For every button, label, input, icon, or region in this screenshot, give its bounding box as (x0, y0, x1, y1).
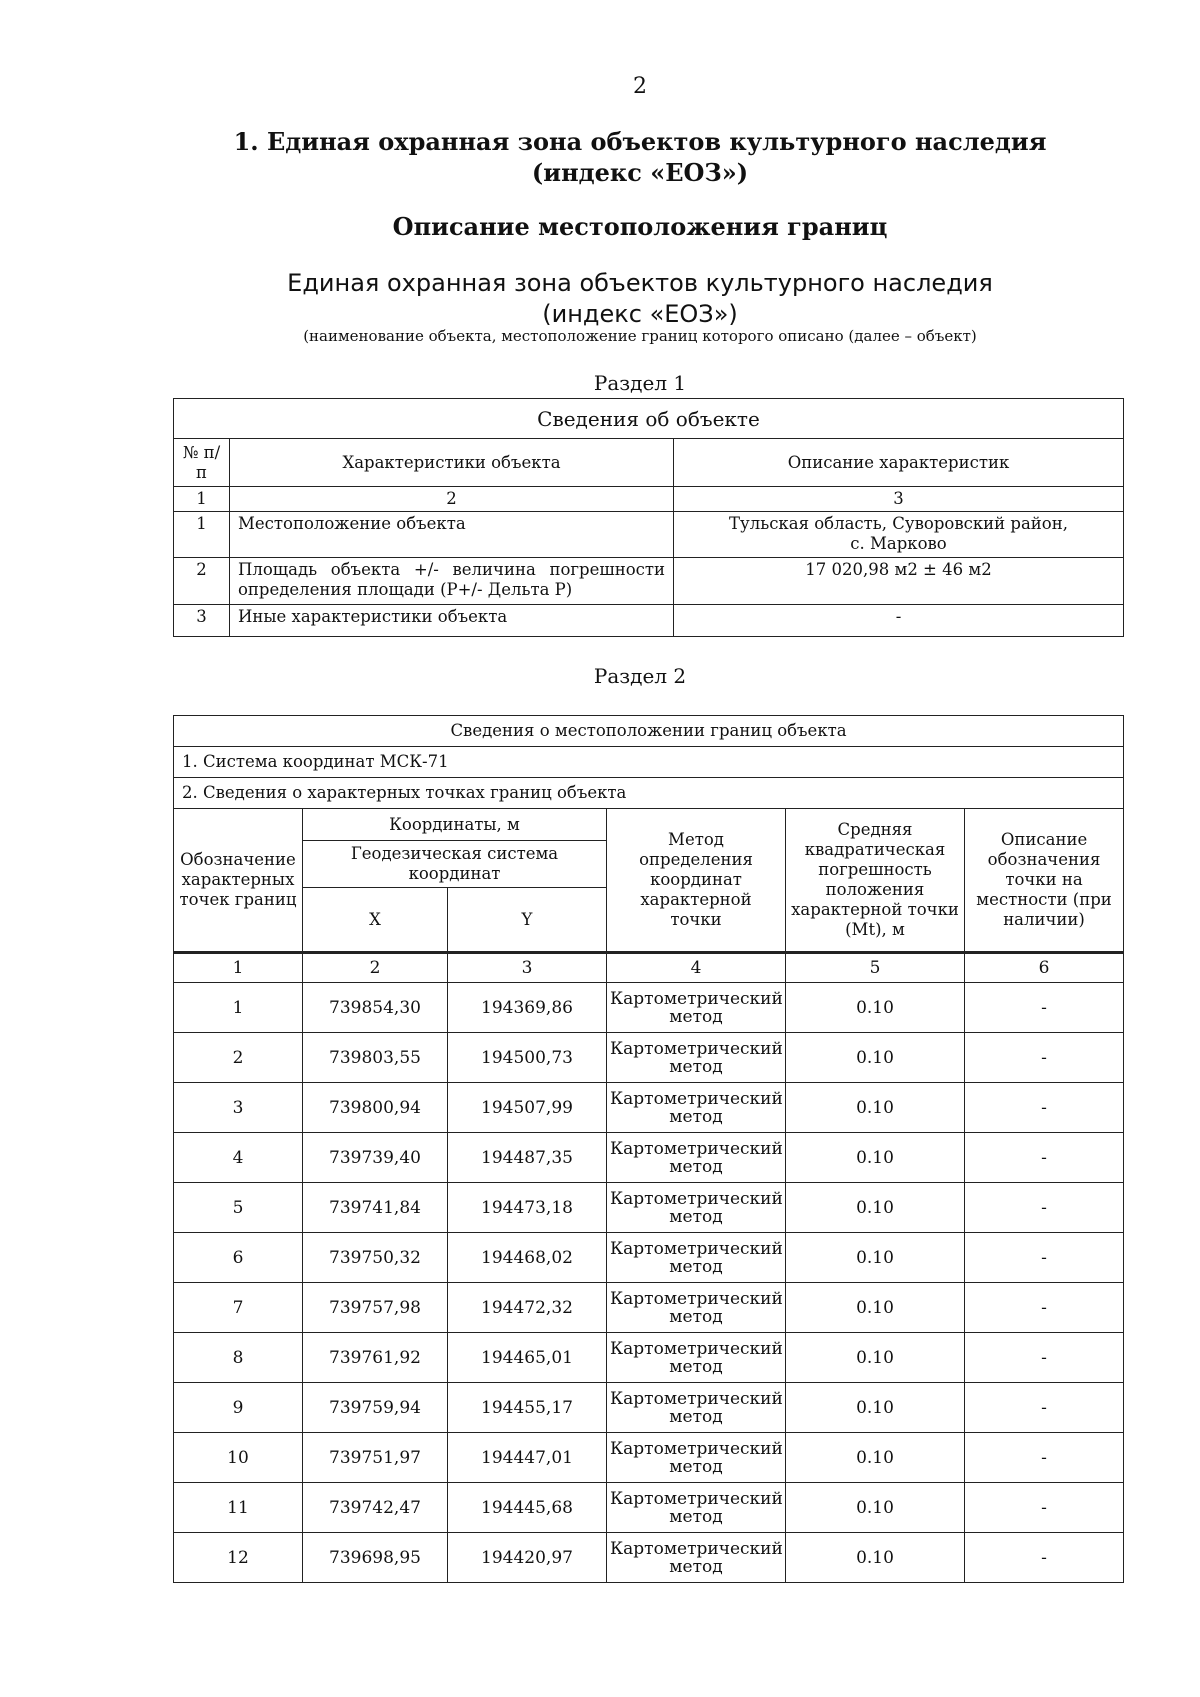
y-coordinate: 194420,97 (448, 1533, 607, 1583)
header-line: наличии) (1003, 910, 1085, 929)
method-line: метод (669, 1106, 723, 1127)
accuracy-mt: 0.10 (786, 1183, 965, 1233)
accuracy-mt: 0.10 (786, 1333, 965, 1383)
point-id: 11 (174, 1483, 303, 1533)
method (607, 1533, 786, 1583)
x-coordinate: 739739,40 (303, 1133, 448, 1183)
point-id: 4 (174, 1133, 303, 1183)
marking: - (965, 1233, 1124, 1283)
table-row (174, 1283, 1124, 1333)
table-row (174, 1533, 1124, 1583)
y-coordinate: 194473,18 (448, 1183, 607, 1233)
table-row (174, 1433, 1124, 1483)
object-name-line: (индекс «ЕОЗ») (542, 300, 738, 328)
y-coordinate: 194445,68 (448, 1483, 607, 1533)
column-number: 6 (965, 953, 1124, 983)
header-line: характерной (640, 890, 752, 909)
marking: - (965, 1533, 1124, 1583)
accuracy-mt: 0.10 (786, 1433, 965, 1483)
method-line: метод (669, 1556, 723, 1577)
x-coordinate: 739803,55 (303, 1033, 448, 1083)
header-line: координат (650, 870, 742, 889)
row-description: - (674, 605, 1124, 637)
table-row (174, 1333, 1124, 1383)
method-line: метод (669, 1006, 723, 1027)
method-line: Картометрический (610, 1288, 783, 1309)
table-row (174, 512, 1124, 558)
header-y: Y (448, 888, 607, 953)
method-line: Картометрический (610, 1238, 783, 1259)
header-line: точки на (1005, 870, 1083, 889)
method-line: Картометрический (610, 1488, 783, 1509)
method-line: Картометрический (610, 988, 783, 1009)
method (607, 1283, 786, 1333)
header-line: Обозначение (180, 850, 296, 869)
table-row (174, 983, 1124, 1033)
column-number: 5 (786, 953, 965, 983)
header-line: точки (670, 910, 722, 929)
y-coordinate: 194468,02 (448, 1233, 607, 1283)
x-coordinate: 739854,30 (303, 983, 448, 1033)
table-row (174, 558, 1124, 605)
point-id: 6 (174, 1233, 303, 1283)
method (607, 1183, 786, 1233)
marking: - (965, 1383, 1124, 1433)
method-line: метод (669, 1356, 723, 1377)
header-geodesic (303, 841, 607, 888)
column-number: 3 (448, 953, 607, 983)
point-id: 1 (174, 983, 303, 1033)
main-title-line: 1. Единая охранная зона объектов культурного наследия (233, 127, 1047, 156)
marking: - (965, 1433, 1124, 1483)
method-line: метод (669, 1256, 723, 1277)
method (607, 1133, 786, 1183)
header-line: определения (639, 850, 753, 869)
x-coordinate: 739741,84 (303, 1183, 448, 1233)
row-characteristic: Местоположение объекта (230, 512, 674, 558)
table-row (174, 1483, 1124, 1533)
header-accuracy (786, 809, 965, 953)
point-id: 5 (174, 1183, 303, 1233)
column-number: 2 (303, 953, 448, 983)
method (607, 1483, 786, 1533)
row-characteristic: Иные характеристики объекта (230, 605, 674, 637)
row-characteristic: Площадь объекта +/- величина погрешности определения площади (P+/- Дельта P) (230, 558, 674, 605)
method (607, 1383, 786, 1433)
method-line: метод (669, 1056, 723, 1077)
accuracy-mt: 0.10 (786, 1133, 965, 1183)
method-line: Картометрический (610, 1438, 783, 1459)
x-coordinate: 739751,97 (303, 1433, 448, 1483)
method-line: Картометрический (610, 1088, 783, 1109)
header-coordinates: Координаты, м (303, 809, 607, 841)
section2-title: Сведения о местоположении границ объекта (174, 716, 1124, 747)
method-line: Картометрический (610, 1188, 783, 1209)
coord-system: 1. Система координат МСК-71 (174, 747, 1124, 778)
accuracy-mt: 0.10 (786, 1483, 965, 1533)
point-id: 2 (174, 1033, 303, 1083)
header-line: Метод (668, 830, 724, 849)
header-line: Описание (1000, 830, 1088, 849)
method-line: метод (669, 1506, 723, 1527)
method-line: Картометрический (610, 1038, 783, 1059)
marking: - (965, 1083, 1124, 1133)
header-line: квадратическая (804, 840, 946, 859)
accuracy-mt: 0.10 (786, 1033, 965, 1083)
y-coordinate: 194369,86 (448, 983, 607, 1033)
x-coordinate: 739757,98 (303, 1283, 448, 1333)
point-id: 7 (174, 1283, 303, 1333)
method-line: метод (669, 1406, 723, 1427)
header-line: характерной точки (791, 900, 959, 919)
header-line: обозначения (987, 850, 1101, 869)
method-line: Картометрический (610, 1338, 783, 1359)
point-id: 3 (174, 1083, 303, 1133)
method-line: Картометрический (610, 1538, 783, 1559)
accuracy-mt: 0.10 (786, 1383, 965, 1433)
row-description (674, 512, 1124, 558)
method (607, 1233, 786, 1283)
header-method (607, 809, 786, 953)
column-number: 1 (174, 487, 230, 512)
y-coordinate: 194465,01 (448, 1333, 607, 1383)
accuracy-mt: 0.10 (786, 1283, 965, 1333)
point-id: 12 (174, 1533, 303, 1583)
row-no: 2 (174, 558, 230, 605)
marking: - (965, 1133, 1124, 1183)
header-no: № п/п (174, 439, 230, 487)
marking: - (965, 1283, 1124, 1333)
x-coordinate: 739750,32 (303, 1233, 448, 1283)
description-line: Тульская область, Суворовский район, (729, 514, 1068, 533)
method-line: метод (669, 1456, 723, 1477)
header-line: Геодезическая система (350, 844, 559, 863)
y-coordinate: 194507,99 (448, 1083, 607, 1133)
header-marking (965, 809, 1124, 953)
method (607, 1033, 786, 1083)
method-line: Картометрический (610, 1388, 783, 1409)
column-number: 2 (230, 487, 674, 512)
method (607, 1433, 786, 1483)
points-body (174, 983, 1124, 1583)
header-line: характерных (181, 870, 295, 889)
section2-label: Раздел 2 (593, 664, 687, 688)
marking: - (965, 1333, 1124, 1383)
table-row (174, 1133, 1124, 1183)
main-title-line: (индекс «ЕОЗ») (531, 158, 749, 187)
x-coordinate: 739761,92 (303, 1333, 448, 1383)
y-coordinate: 194472,32 (448, 1283, 607, 1333)
section1-label: Раздел 1 (593, 371, 687, 395)
marking: - (965, 1033, 1124, 1083)
points-title: 2. Сведения о характерных точках границ объекта (174, 778, 1124, 809)
object-info-table (173, 398, 1124, 637)
column-number: 3 (674, 487, 1124, 512)
header-description: Описание характеристик (674, 439, 1124, 487)
y-coordinate: 194487,35 (448, 1133, 607, 1183)
marking: - (965, 983, 1124, 1033)
row-description: 17 020,98 м2 ± 46 м2 (674, 558, 1124, 605)
marking: - (965, 1483, 1124, 1533)
table-row (174, 1233, 1124, 1283)
x-coordinate: 739800,94 (303, 1083, 448, 1133)
description-title: Описание местоположения границ (392, 212, 888, 241)
accuracy-mt: 0.10 (786, 1083, 965, 1133)
column-number: 1 (174, 953, 303, 983)
header-line: положения (825, 880, 925, 899)
header-line: (Mt), м (845, 920, 905, 939)
method-line: метод (669, 1306, 723, 1327)
method (607, 1083, 786, 1133)
table-row (174, 1383, 1124, 1433)
method-line: метод (669, 1206, 723, 1227)
method (607, 1333, 786, 1383)
object-name (170, 268, 1110, 330)
row-no: 3 (174, 605, 230, 637)
x-coordinate: 739759,94 (303, 1383, 448, 1433)
method-line: Картометрический (610, 1138, 783, 1159)
table-row (174, 1183, 1124, 1233)
x-coordinate: 739698,95 (303, 1533, 448, 1583)
main-title (170, 126, 1110, 188)
point-id: 8 (174, 1333, 303, 1383)
y-coordinate: 194500,73 (448, 1033, 607, 1083)
accuracy-mt: 0.10 (786, 1533, 965, 1583)
object-name-note: (наименование объекта, местоположение границ которого описано (далее – объект) (303, 327, 977, 345)
header-line: местности (при (976, 890, 1112, 909)
header-line: Средняя (837, 820, 913, 839)
accuracy-mt: 0.10 (786, 983, 965, 1033)
header-characteristic: Характеристики объекта (230, 439, 674, 487)
method-line: метод (669, 1156, 723, 1177)
point-id: 9 (174, 1383, 303, 1433)
row-no: 1 (174, 512, 230, 558)
header-line: погрешность (818, 860, 932, 879)
table-row (174, 605, 1124, 637)
marking: - (965, 1183, 1124, 1233)
page-number: 2 (633, 74, 647, 99)
header-line: точек границ (179, 890, 297, 909)
boundary-points-table (173, 715, 1124, 1583)
x-coordinate: 739742,47 (303, 1483, 448, 1533)
table-row (174, 1083, 1124, 1133)
accuracy-mt: 0.10 (786, 1233, 965, 1283)
method (607, 983, 786, 1033)
header-x: X (303, 888, 448, 953)
table-row (174, 1033, 1124, 1083)
point-id: 10 (174, 1433, 303, 1483)
y-coordinate: 194447,01 (448, 1433, 607, 1483)
object-name-line: Единая охранная зона объектов культурного наследия (287, 269, 993, 297)
y-coordinate: 194455,17 (448, 1383, 607, 1433)
description-line: с. Марково (850, 534, 947, 553)
header-designation (174, 809, 303, 953)
header-line: координат (408, 864, 501, 883)
section1-title: Сведения об объекте (174, 399, 1124, 439)
column-number: 4 (607, 953, 786, 983)
